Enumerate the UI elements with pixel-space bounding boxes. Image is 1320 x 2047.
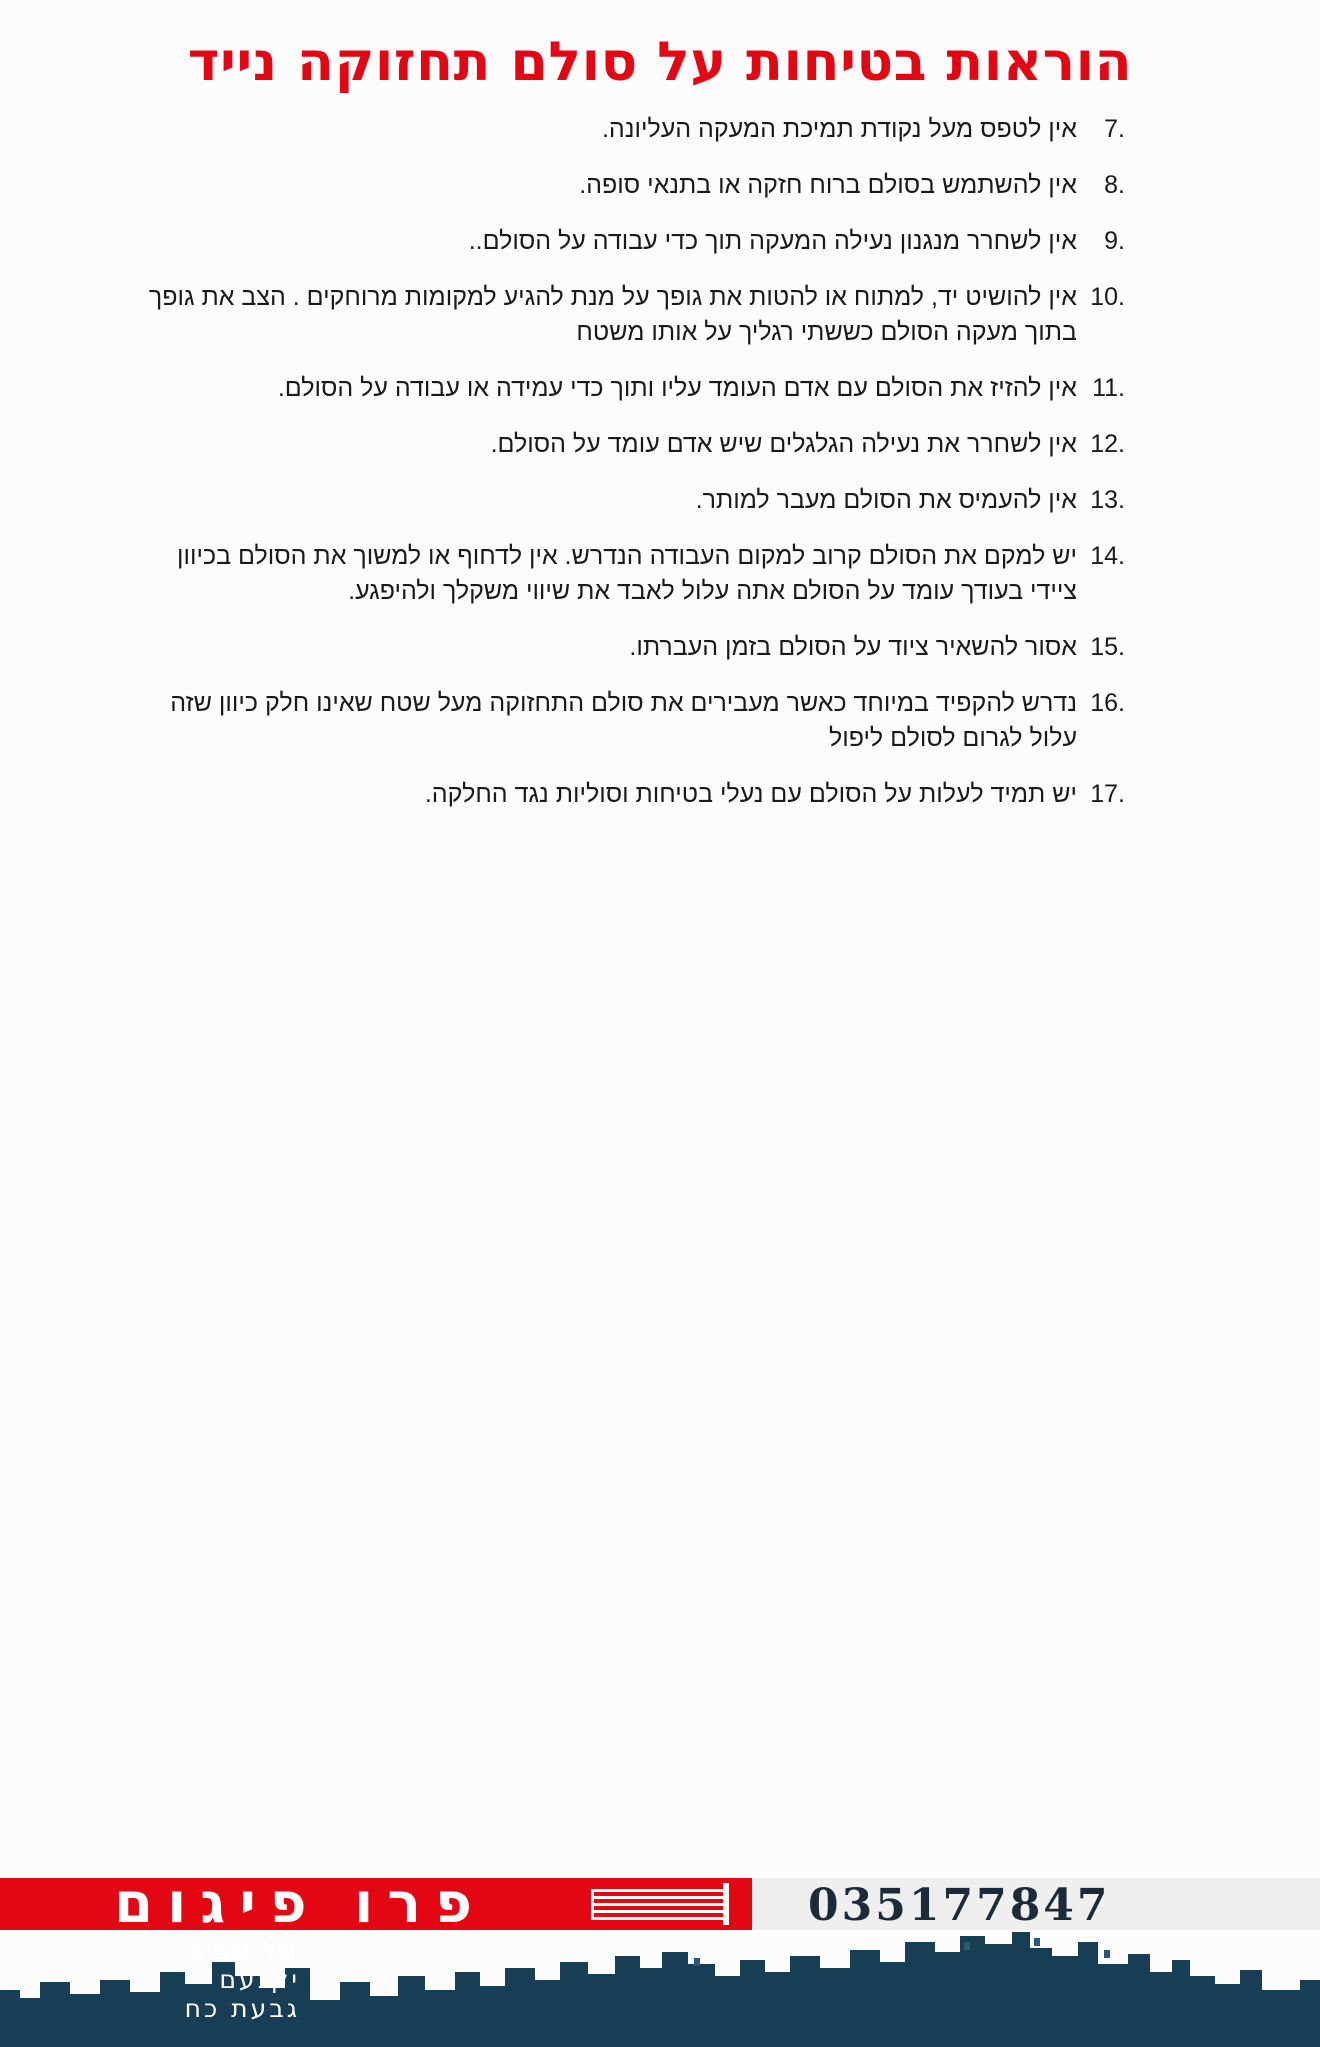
- rule-number: 14.: [1090, 542, 1125, 570]
- rule-item: [125, 112, 1125, 147]
- rule-item: [125, 777, 1125, 812]
- rule-item: [125, 686, 1125, 756]
- rule-item: [125, 371, 1125, 406]
- rule-text: אין להעמיס את הסולם מעבר למותר.: [695, 486, 1077, 514]
- rule-text: אין לשחרר את נעילה הגלגלים שיש אדם עומד על הסולם.: [490, 430, 1077, 458]
- rule-item: [125, 630, 1125, 665]
- rule-number: 15.: [1090, 633, 1125, 661]
- page-title: הוראות בטיחות על סולם תחזוקה נייד: [187, 30, 1133, 93]
- rule-text: אין לשחרר מנגנון נעילה המעקה תוך כדי עבודה על הסולם..: [468, 227, 1077, 255]
- rule-number: 17.: [1090, 780, 1125, 808]
- rule-text: אסור להשאיר ציוד על הסולם בזמן העברתו.: [629, 633, 1077, 661]
- rule-item: [125, 483, 1125, 518]
- city-name: תל אביב: [189, 1936, 300, 1965]
- rule-item: [125, 224, 1125, 259]
- safety-rules-list: [125, 112, 1125, 833]
- rule-number: 11.: [1092, 374, 1125, 402]
- rule-number: 7.: [1104, 115, 1125, 143]
- rule-number: 8.: [1104, 171, 1125, 199]
- rule-number: 13.: [1090, 486, 1125, 514]
- rule-number: 12.: [1090, 430, 1125, 458]
- city-list: [100, 1936, 300, 2023]
- rule-item: [125, 539, 1125, 609]
- rule-item: [125, 168, 1125, 203]
- rule-number: 16.: [1090, 689, 1125, 717]
- rule-text: יש תמיד לעלות על הסולם עם נעלי בטיחות וסוליות נגד החלקה.: [424, 780, 1077, 808]
- brand-name: פרו פיגום: [114, 1871, 486, 1936]
- city-name: גבעת כח: [184, 1994, 300, 2023]
- city-name: יקנעם: [219, 1965, 300, 1994]
- rule-text: אין לטפס מעל נקודת תמיכת המעקה העליונה.: [601, 115, 1077, 143]
- rule-text: אין להושיט יד, למתוח או להטות את גופך על מנת להגיע למקומות מרוחקים . הצב את גופך בתוך מעקה הסולם כששתי רגליך על אותו משטח: [148, 283, 1077, 346]
- rule-item: [125, 280, 1125, 350]
- rule-text: יש למקם את הסולם קרוב למקום העבודה הנדרש. אין לדחוף או למשוך את הסולם בכיוון ציידי בעודך עומד על הסולם אתה עלול לאבד את שיווי משקלך ולהיפגע.: [177, 542, 1077, 605]
- rule-text: נדרש להקפיד במיוחד כאשר מעבירים את סולם התחזוקה מעל שטח שאינו חלק כיוון שזה עלול לגרום לסולם ליפול: [170, 689, 1077, 752]
- rule-number: 9.: [1104, 227, 1125, 255]
- rule-text: אין להזיז את הסולם עם אדם העומד עליו ותוך כדי עמידה או עבודה על הסולם.: [277, 374, 1077, 402]
- scaffold-stripes-icon: [585, 1883, 735, 1925]
- phone-number[interactable]: 035177847: [808, 1880, 1111, 1931]
- rule-number: 10.: [1090, 283, 1125, 311]
- rule-item: [125, 427, 1125, 462]
- rule-text: אין להשתמש בסולם ברוח חזקה או בתנאי סופה.: [579, 171, 1077, 199]
